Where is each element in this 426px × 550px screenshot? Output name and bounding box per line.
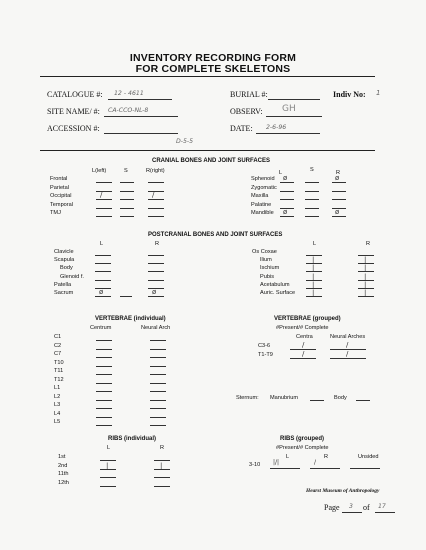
cranial-right-mark: ø (283, 208, 288, 216)
vertebra-arch-field[interactable] (150, 374, 166, 375)
postcranial-left-field[interactable] (95, 255, 111, 256)
vertebra-item: L5 (54, 419, 61, 425)
vertebrae-grp-item: T1-T9 (258, 351, 273, 358)
vertebra-centrum-field[interactable] (96, 374, 112, 375)
postcranial-right-field[interactable] (148, 263, 164, 264)
vertebra-arch-field[interactable] (150, 408, 166, 409)
cranial-s-field[interactable] (120, 182, 134, 183)
postcranial-left-field[interactable] (95, 280, 111, 281)
postcranial-right-item: Auric. Surface (260, 290, 296, 296)
cranial-left-item: Frontal (50, 176, 68, 182)
rib-left-field[interactable] (100, 477, 116, 478)
vertebrae-ind-col-arch: Neural Arch (141, 325, 171, 331)
vertebra-centrum-field[interactable] (96, 383, 112, 384)
of-value: 17 (378, 503, 386, 510)
vertebra-item: L4 (54, 410, 61, 417)
page-label: Page (324, 503, 340, 512)
postcranial-left-item: Scapula (54, 257, 75, 264)
vertebrae-ind-col-centrum: Centrum (90, 325, 112, 331)
postcranial-right-item: Ilium (260, 257, 272, 264)
vertebrae-grp-item: C3-6 (258, 343, 271, 349)
sternum-body-label: Body (334, 395, 347, 401)
form-title-line1: INVENTORY RECORDING FORM (129, 52, 297, 64)
cranial-right-l-field[interactable] (280, 182, 294, 183)
cranial-right-l-field[interactable] (280, 191, 294, 192)
cranial-right-s-field[interactable] (305, 182, 319, 183)
form-title-line2: FOR COMPLETE SKELETONS (135, 63, 291, 75)
cranial-right-r-field[interactable] (332, 182, 346, 183)
header-rule (40, 150, 375, 151)
postcranial-left-item: Sacrum (54, 290, 74, 296)
vertebra-centrum-field[interactable] (96, 349, 112, 350)
postcranial-sacrum-mid-field[interactable] (120, 296, 132, 297)
ribs-grp-right-tally: / (314, 459, 317, 466)
rib-item: 2nd (58, 462, 68, 469)
cranial-col-left: L(left) (92, 168, 107, 174)
postcranial-right-field[interactable] (148, 271, 164, 272)
institution-name: Hearst Museum of Anthropology (306, 488, 380, 494)
postcranial-tally: | (312, 256, 315, 265)
accession-label: ACCESSION #: (47, 124, 100, 133)
vertebra-arch-field[interactable] (150, 383, 166, 384)
indiv-value: 1 (376, 89, 381, 97)
catalogue-field[interactable] (108, 99, 172, 100)
cranial-s-field[interactable] (120, 216, 134, 217)
cranial-left-field[interactable] (96, 199, 112, 200)
vertebra-item: L1 (54, 385, 61, 391)
vertebra-centrum-field[interactable] (96, 391, 112, 392)
ribs-grp-col-unsided: Unsided (358, 454, 379, 460)
of-label: of (363, 503, 370, 512)
cranial-right-item: Mandible (251, 210, 274, 216)
rib-item: 11th (58, 471, 69, 477)
vertebra-item: T11 (54, 368, 64, 374)
cranial-right-mark: ø (335, 208, 340, 216)
vertebrae-grp-heading: VERTEBRAE (grouped) (274, 316, 341, 322)
cranial-right-item: Palatine (251, 201, 272, 208)
ribs-grp-col-r: R (324, 454, 329, 460)
date-field[interactable] (256, 133, 320, 134)
vertebra-item: C7 (54, 351, 62, 357)
burial-label: BURIAL #: (230, 90, 268, 99)
postcranial-tally: | (364, 264, 367, 273)
cranial-s-field[interactable] (120, 208, 134, 209)
postcranial-left-field[interactable] (95, 296, 111, 297)
sternum-body-field[interactable] (356, 400, 370, 401)
postcranial-right-field[interactable] (148, 296, 164, 297)
postcranial-tally: | (364, 272, 367, 281)
ribs-grp-item: 3-10 (249, 462, 261, 468)
burial-field[interactable] (268, 99, 320, 100)
vertebra-centrum-field[interactable] (96, 408, 112, 409)
vertebra-centrum-field[interactable] (96, 366, 112, 367)
cranial-s-field[interactable] (120, 199, 134, 200)
postcranial-mark: ø (99, 288, 104, 296)
title-rule (40, 76, 375, 77)
ribs-grp-subheading: #Present/# Complete (276, 445, 329, 451)
vertebrae-grp-slash: / (346, 349, 349, 358)
of-field[interactable] (375, 512, 395, 513)
cranial-right-item: Sphenoid (251, 176, 275, 182)
vertebrae-ind-heading: VERTEBRAE (individual) (95, 316, 166, 322)
rib-right-field[interactable] (154, 477, 170, 478)
postcranial-left-field[interactable] (95, 263, 111, 264)
postcranial-tally: | (312, 289, 315, 297)
postcranial-tally: | (364, 289, 367, 297)
catalogue-value: 12 - 4611 (114, 90, 144, 97)
postcranial-right-col-l: L (313, 241, 317, 247)
cranial-right-mark: ø (335, 174, 340, 182)
cranial-left-item: TMJ (50, 210, 61, 216)
cranial-col-s: S (124, 168, 128, 174)
postcranial-left-item: Glenoid f. (60, 273, 84, 280)
ribs-grp-left-tally: |/| (273, 459, 280, 466)
cranial-left-item: Occipital (50, 193, 72, 199)
sternum-label: Sternum: (236, 395, 259, 401)
vertebrae-grp-slash: / (346, 341, 349, 349)
vertebra-item: L2 (54, 393, 61, 400)
ribs-grp-unsided-field[interactable] (350, 468, 380, 469)
ribs-grp-right-field[interactable] (310, 468, 340, 469)
postcranial-tally: | (364, 280, 367, 289)
ribs-grp-col-l: L (286, 454, 290, 460)
cranial-left-item: Temporal (50, 201, 74, 208)
vertebrae-grp-col-centra: Centra (296, 334, 313, 340)
cranial-right-col-s: S (310, 167, 314, 173)
vertebrae-grp-slash: / (302, 341, 305, 349)
vertebra-arch-field[interactable] (150, 391, 166, 392)
ribs-grp-left-field[interactable] (270, 468, 300, 469)
postcranial-tally: | (364, 256, 367, 265)
cranial-right-s-field[interactable] (305, 191, 319, 192)
postcranial-tally: | (312, 272, 315, 281)
vertebra-arch-field[interactable] (150, 417, 166, 418)
rib-right-field[interactable] (154, 486, 170, 487)
cranial-s-field[interactable] (120, 191, 134, 192)
ribs-ind-heading: RIBS (individual) (108, 436, 156, 442)
postcranial-left-field[interactable] (95, 271, 111, 272)
ribs-ind-col-l: L (107, 445, 111, 451)
vertebrae-grp-arches-field[interactable] (330, 358, 366, 359)
sternum-manubrium-field[interactable] (310, 400, 324, 401)
cranial-col-right: R(right) (146, 168, 165, 174)
postcranial-right-item: Ischium (260, 265, 280, 272)
postcranial-right-col-r: R (366, 241, 371, 247)
vertebrae-grp-col-arches: Neural Arches (330, 334, 366, 340)
cranial-right-item: Zygomatic (251, 184, 277, 191)
cranial-right-r-field[interactable] (332, 199, 346, 200)
cranial-right-field[interactable] (148, 182, 164, 183)
vertebra-item: C1 (54, 334, 62, 340)
postcranial-left-item: Clavicle (54, 249, 74, 255)
observ-field[interactable] (266, 116, 322, 117)
cranial-left-field[interactable] (96, 216, 112, 217)
cranial-right-field[interactable] (148, 216, 164, 217)
vertebrae-grp-subheading: #Present/# Complete (276, 325, 329, 331)
postcranial-right-field[interactable] (148, 255, 164, 256)
cranial-right-r-field[interactable] (332, 216, 346, 217)
cranial-left-item: Parietal (50, 184, 69, 191)
vertebrae-grp-slash: / (302, 349, 305, 358)
cranial-left-field[interactable] (96, 208, 112, 209)
cranial-right-col-r: R (336, 170, 341, 176)
postcranial-col-r: R (155, 241, 160, 247)
rib-tally: | (160, 461, 163, 470)
cranial-right-item: Maxilla (251, 193, 269, 199)
accession-note: D-5-5 (176, 138, 194, 145)
cranial-right-field[interactable] (148, 199, 164, 200)
cranial-right-l-field[interactable] (280, 199, 294, 200)
cranial-right-mark: / (152, 191, 155, 199)
vertebra-centrum-field[interactable] (96, 425, 112, 426)
vertebra-centrum-field[interactable] (96, 400, 112, 401)
cranial-left-field[interactable] (96, 191, 112, 192)
vertebra-arch-field[interactable] (150, 340, 166, 341)
vertebra-arch-field[interactable] (150, 357, 166, 358)
vertebra-arch-field[interactable] (150, 366, 166, 367)
cranial-right-s-field[interactable] (305, 199, 319, 200)
cranial-left-mark: / (100, 191, 103, 199)
vertebra-arch-field[interactable] (150, 425, 166, 426)
postcranial-left-item: Patella (54, 281, 72, 288)
cranial-right-col-l: L (279, 170, 283, 176)
rib-item: 1st (58, 454, 66, 460)
page-field[interactable] (342, 512, 362, 513)
vertebra-arch-field[interactable] (150, 400, 166, 401)
vertebra-item: C2 (54, 342, 62, 349)
cranial-right-field[interactable] (148, 191, 164, 192)
page-value: 3 (349, 503, 353, 510)
postcranial-col-l: L (100, 241, 104, 247)
postcranial-heading: POSTCRANIAL BONES AND JOINT SURFACES (148, 232, 283, 238)
indiv-label: Indiv No: (333, 90, 366, 99)
vertebra-item: L3 (54, 402, 61, 408)
postcranial-left-item: Body (60, 265, 73, 272)
cranial-right-r-field[interactable] (332, 191, 346, 192)
vertebra-centrum-field[interactable] (96, 417, 112, 418)
site-value: CA-CCO-NL-8 (108, 107, 149, 114)
vertebra-centrum-field[interactable] (96, 357, 112, 358)
vertebra-item: T10 (54, 359, 64, 366)
postcranial-right-item: Pubis (260, 273, 274, 280)
vertebra-item: T12 (54, 376, 64, 383)
cranial-heading: CRANIAL BONES AND JOINT SURFACES (152, 158, 271, 164)
postcranial-right-item: Os Coxae (252, 249, 277, 255)
site-label: SITE NAME/ #: (47, 107, 100, 116)
ribs-ind-col-r: R (160, 445, 165, 451)
cranial-right-mark: ø (283, 174, 288, 182)
rib-item: 12th (58, 479, 69, 486)
site-field[interactable] (104, 116, 178, 117)
cranial-right-s-field[interactable] (305, 216, 319, 217)
cranial-right-l-field[interactable] (280, 216, 294, 217)
ribs-grp-heading: RIBS (grouped) (280, 436, 324, 442)
rib-tally: | (106, 461, 109, 470)
postcranial-tally: | (312, 264, 315, 273)
accession-field[interactable] (104, 133, 178, 134)
catalogue-label: CATALOGUE #: (47, 90, 103, 99)
sternum-manubrium-label: Manubrium (270, 395, 298, 401)
postcranial-mark: ø (152, 288, 157, 296)
date-value: 2-6-96 (266, 124, 287, 131)
postcranial-right-item: Acetabulum (260, 281, 290, 288)
date-label: DATE: (230, 124, 253, 133)
observ-value: GH (282, 104, 296, 114)
postcranial-right-field[interactable] (148, 280, 164, 281)
vertebrae-grp-centra-field[interactable] (290, 358, 316, 359)
postcranial-tally: | (312, 280, 315, 289)
cranial-right-field[interactable] (148, 208, 164, 209)
vertebra-centrum-field[interactable] (96, 340, 112, 341)
vertebra-arch-field[interactable] (150, 349, 166, 350)
cranial-right-s-field[interactable] (305, 208, 319, 209)
cranial-left-field[interactable] (96, 182, 112, 183)
observ-label: OBSERV: (230, 107, 263, 116)
rib-left-field[interactable] (100, 486, 116, 487)
